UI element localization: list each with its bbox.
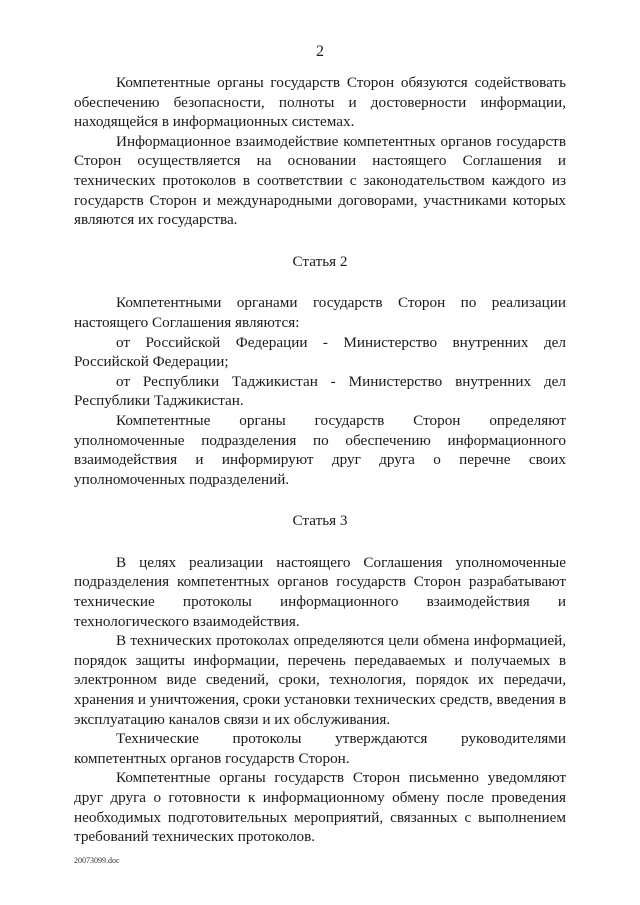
paragraph: от Российской Федерации - Министерство внутренних дел Российской Федерации; <box>74 333 566 371</box>
paragraph: Компетентные органы государств Сторон письменно уведомляют друг друга о готовности к информационному обмену после проведения необходимых подготовительных мероприятий, связанных с выполнением требований технических протоколов. <box>74 769 566 846</box>
file-name-footer: 20073099.doc <box>74 856 120 865</box>
paragraph: Компетентными органами государств Сторон по реализации настоящего Соглашения являются: <box>74 294 566 331</box>
article-3-heading: Статья 3 <box>292 512 348 530</box>
paragraph: В технических протоколах определяются цели обмена информацией, порядок защиты информации, перечень передаваемых и получаемых в электронном виде сведений, сроки, технология, порядок их передачи, хранения и уничтожения, сроки установки технических средств, введения в эксплуатацию каналов связи и их обслуживания. <box>74 632 566 728</box>
page-number: 2 <box>316 43 324 60</box>
document-body <box>74 73 566 847</box>
paragraph: В целях реализации настоящего Соглашения уполномоченные подразделения компетентных органов государств Сторон разрабатывают технические протоколы информационного взаимодействия и технологического взаимодействия. <box>74 553 566 630</box>
article-2-heading: Статья 2 <box>292 252 348 270</box>
paragraph: Информационное взаимодействие компетентных органов государств Сторон осуществляется на основании настоящего Соглашения и технических протоколов в соответствии с законодательством каждого из государств Сторон и международными договорами, участниками которых являются их государства. <box>74 132 566 229</box>
paragraph: от Республики Таджикистан - Министерство внутренних дел Республики Таджикистан. <box>74 372 566 410</box>
paragraph: Компетентные органы государств Сторон обязуются содействовать обеспечению безопасности, полноты и достоверности информации, находящейся в информационных системах. <box>74 74 566 131</box>
paragraph: Компетентные органы государств Сторон определяют уполномоченные подразделения по обеспечению информационного взаимодействия и информируют друг друга о перечне своих уполномоченных подразделений. <box>74 411 566 488</box>
paragraph: Технические протоколы утверждаются руководителями компетентных органов государств Сторон. <box>74 730 566 767</box>
